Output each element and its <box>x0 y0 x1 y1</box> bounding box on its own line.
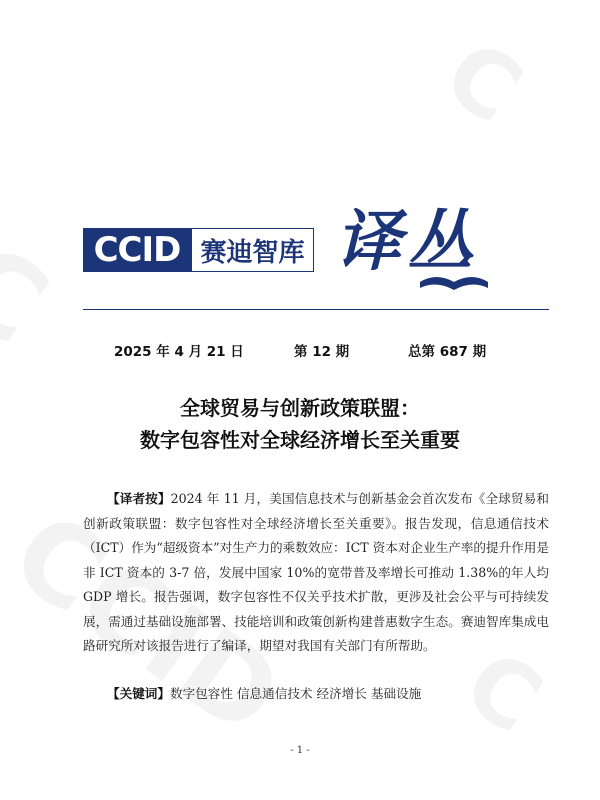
translator-note-label: 【译者按】 <box>107 491 171 506</box>
translator-note <box>83 487 549 659</box>
ccid-logo <box>83 228 191 272</box>
logo-cn-text: 赛迪智库 <box>200 237 305 268</box>
keywords-label: 【关键词】 <box>107 686 170 701</box>
issue-date: 2025 年 4 月 21 日 <box>114 344 244 360</box>
issue-total: 总第 687 期 <box>408 344 487 360</box>
header-divider <box>83 309 549 310</box>
issue-number: 第 12 期 <box>294 344 350 360</box>
page-number: - 1 - <box>290 745 310 756</box>
document-title-line2: 数字包容性对全球经济增长至关重要 <box>140 428 460 452</box>
logo-text: CCID <box>93 230 181 270</box>
watermark-logo <box>426 21 540 145</box>
ccid-logo-cn <box>191 228 314 272</box>
document-title-line1: 全球贸易与创新政策联盟： <box>180 396 420 420</box>
series-title: 译丛 <box>335 202 479 280</box>
translator-note-text: 2024 年 11 月，美国信息技术与创新基金会首次发布《全球贸易和创新政策联盟：数字包容性对全球经济增长至关重要》。报告发现，信息通信技术（ICT）作为“超级资本”对生产力的乘数效应：ICT 资本对企业生产率的提升作用是非 ICT 资本的 3-7 倍，发展中国家 10%的宽带普及率增长可推动 1.38%的年人均 GDP 增长。报告强调，数字包容性不仅关乎技术扩散，更涉及社会公平与可持续发展，需通过基础设施部署、技能培训和政策创新构建普惠数字生态。赛迪智库集成电路研究所对该报告进行了编译，期望对我国有关部门有所帮助。 <box>83 491 549 653</box>
watermark-logo <box>0 218 70 369</box>
keywords-text: 数字包容性 信息通信技术 经济增长 基础设施 <box>169 686 422 701</box>
keywords <box>107 683 421 702</box>
book-icon <box>418 272 490 292</box>
